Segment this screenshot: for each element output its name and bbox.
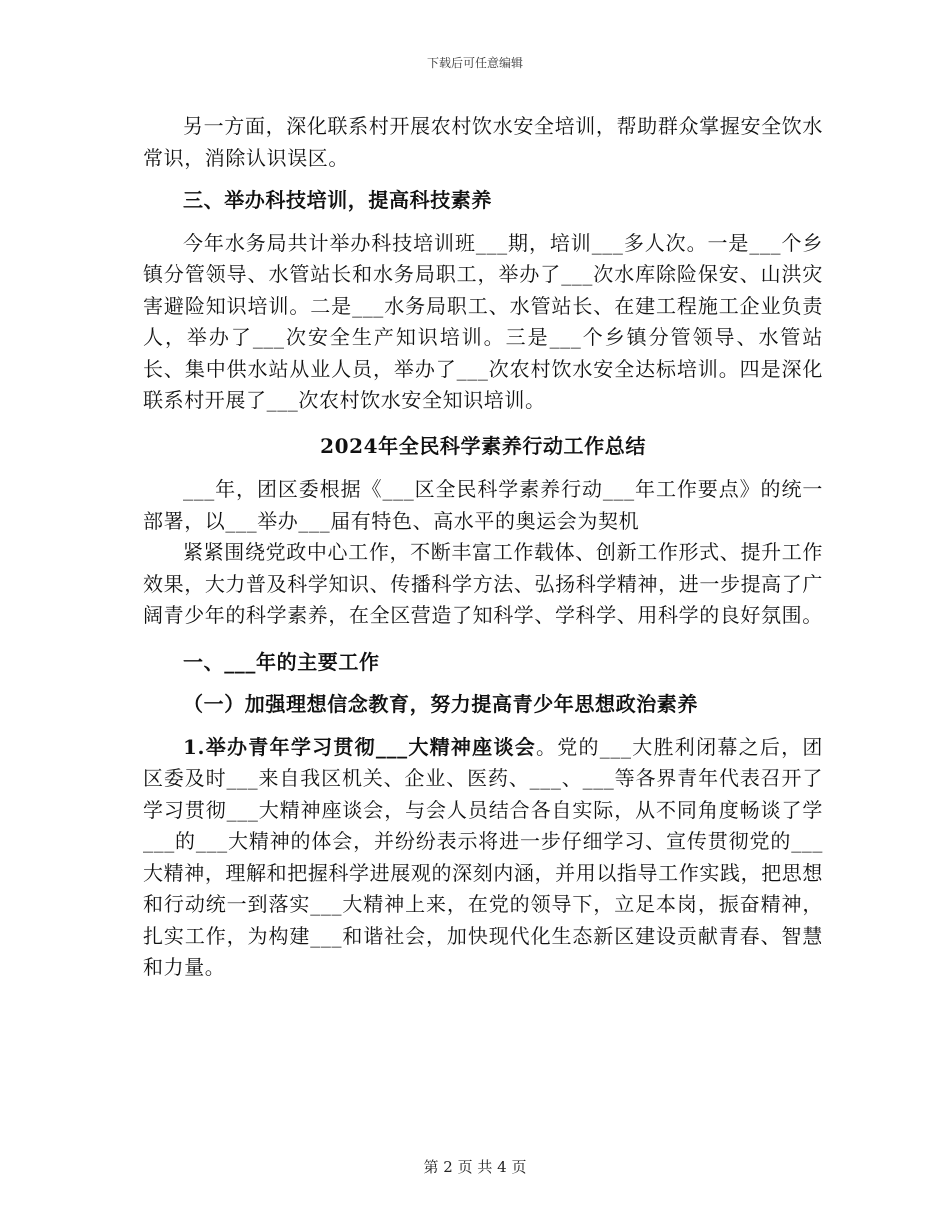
page-header-note: 下载后可任意编辑 [426, 56, 523, 70]
document-body [143, 111, 823, 984]
paragraph-forum-body: 。党的___大胜利闭幕之后，团区委及时___来自我区机关、企业、医药、___、___等各界青年代表召开了学习贯彻___大精神座谈会，与会人员结合各自实际，从不同角度畅谈了学___的___大精神的体会，并纷纷表示将进一步仔细学习、宣传贯彻党的___大精神，理解和把握科学进展观的深刻内涵，并用以指导工作实践，把思想和行动统一到落实___大精神上来，在党的领导下，立足本岗，振奋精神，扎实工作，为构建___和谐社会，加快现代化生态新区建设贡献青春、智慧和力量。 [143, 734, 824, 979]
paragraph-intro: ___年，团区委根据《___区全民科学素养行动___年工作要点》的统一部署，以___举办___届有特色、高水平的奥运会为契机 [143, 477, 823, 533]
heading-section-3: 三、举办科技培训，提高科技素养 [183, 188, 492, 212]
paragraph-forum [143, 732, 823, 984]
heading-main-work: 一、___年的主要工作 [183, 649, 380, 674]
page-number: 第 2 页 共 4 页 [423, 1158, 527, 1176]
paragraph-water-safety-training: 另一方面，深化联系村开展农村饮水安全培训，帮助群众掌握安全饮水常识，消除认识误区。 [143, 114, 823, 170]
heading-subsection-1: （一）加强理想信念教育，努力提高青少年思想政治素养 [183, 692, 698, 716]
paragraph-overview: 紧紧围绕党政中心工作，不断丰富工作载体、创新工作形式、提升工作效果，大力普及科学知识、传播科学方法、弘扬科学精神，进一步提高了广阔青少年的科学素养，在全区营造了知科学、学科学、用科学的良好氛围。 [143, 540, 823, 627]
paragraph-tech-training: 今年水务局共计举办科技培训班___期，培训___多人次。一是___个乡镇分管领导、水管站长和水务局职工，举办了___次水库除险保安、山洪灾害避险知识培训。二是___水务局职工、水管站长、在建工程施工企业负责人，举办了___次安全生产知识培训。三是___个乡镇分管领导、水管站长、集中供水站从业人员，举办了___次农村饮水安全达标培训。四是深化联系村开展了___次农村饮水安全知识培训。 [143, 230, 823, 412]
paragraph-forum-lead: 1.举办青年学习贯彻___大精神座谈会 [183, 734, 536, 759]
document-title: 2024年全民科学素养行动工作总结 [320, 433, 646, 458]
